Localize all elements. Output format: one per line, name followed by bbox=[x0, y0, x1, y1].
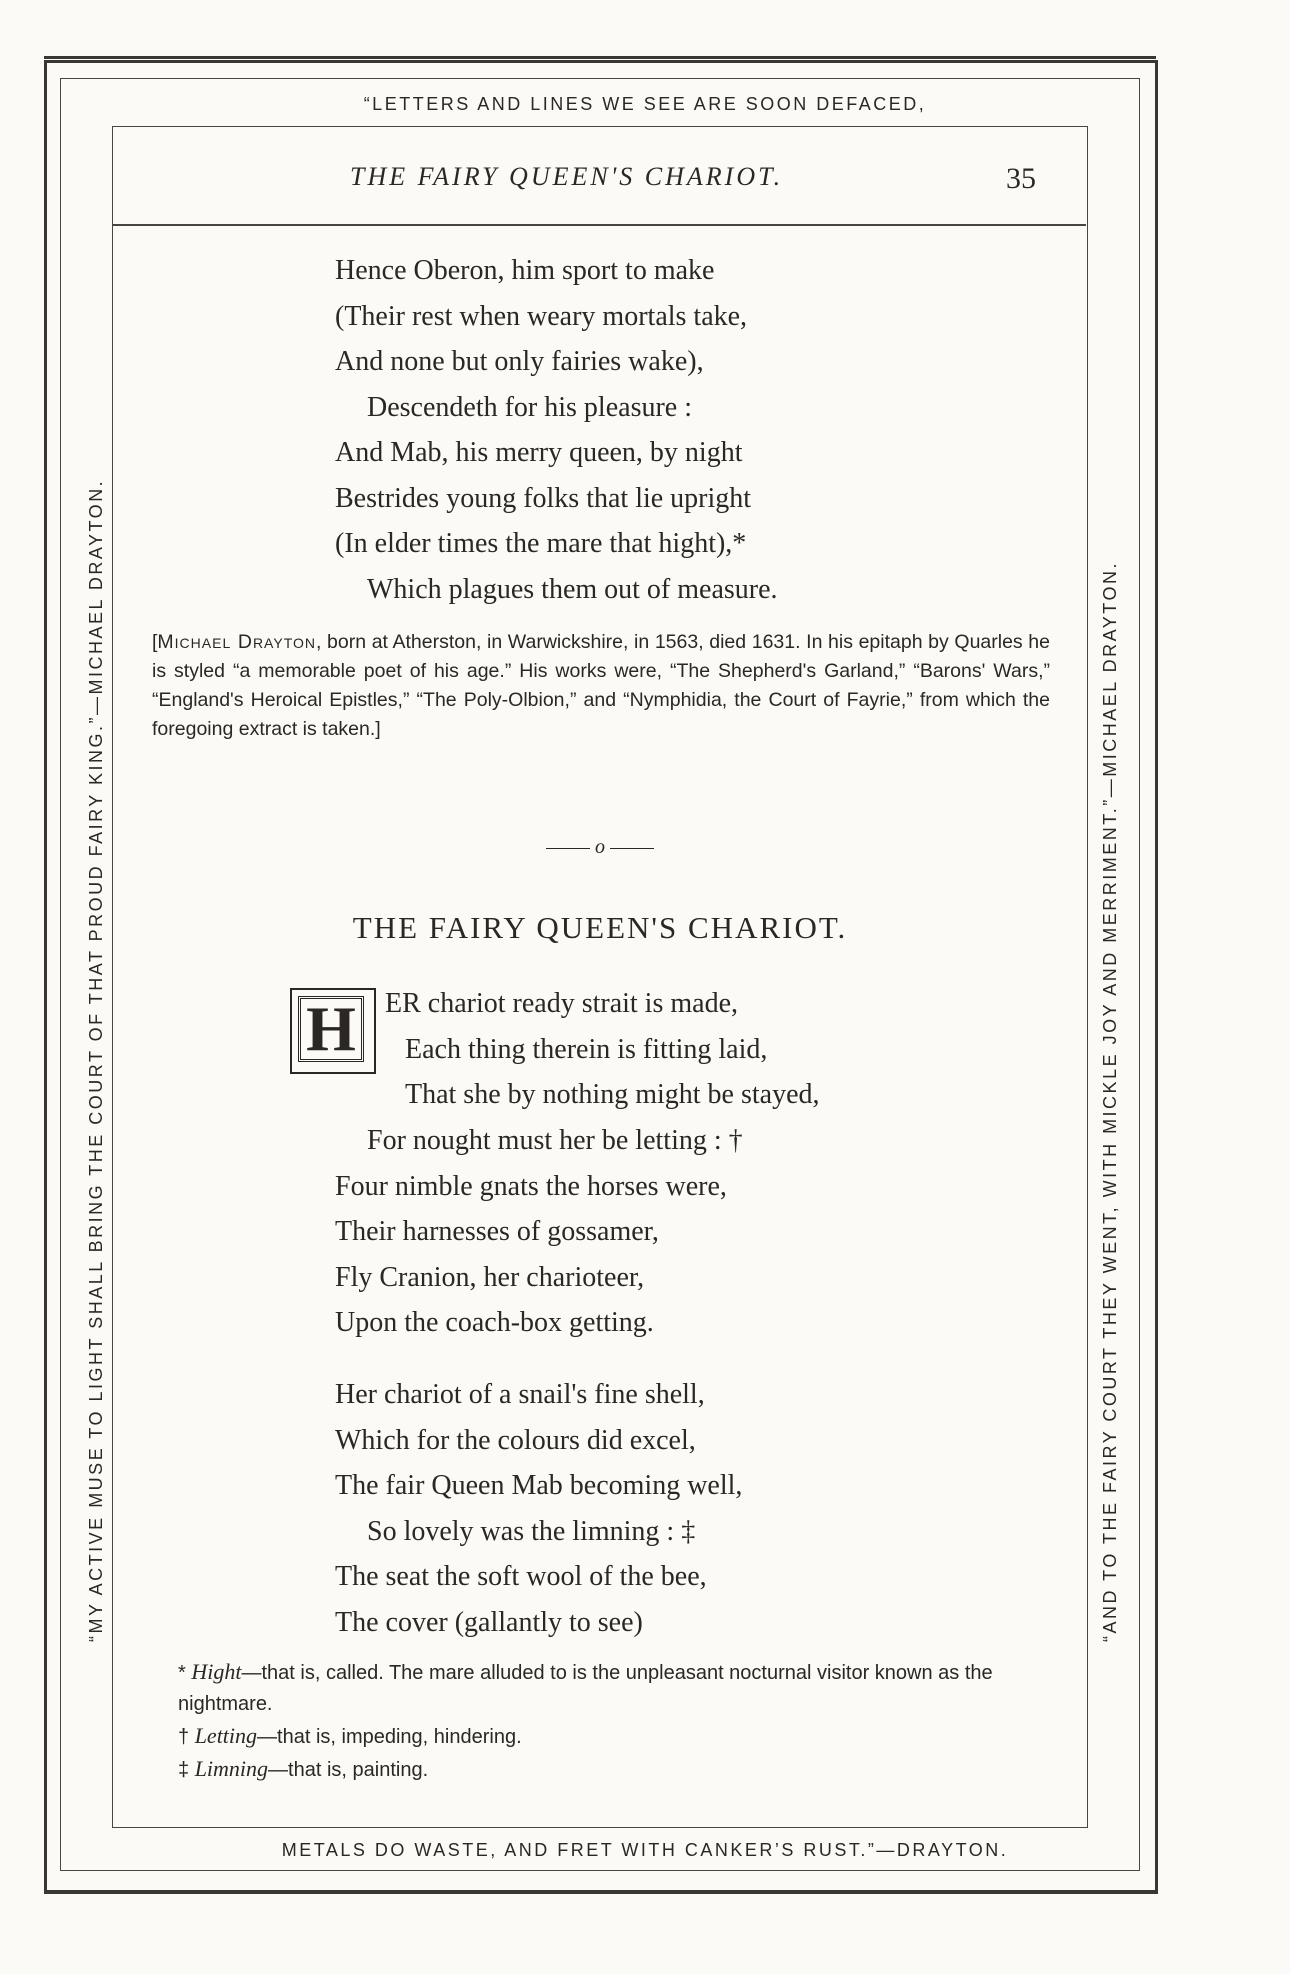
verse-line: ER chariot ready strait is made, bbox=[385, 988, 738, 1019]
footnote-text: —that is, impeding, hindering. bbox=[257, 1726, 522, 1748]
verse-line: Descendeth for his pleasure : bbox=[367, 391, 692, 423]
bio-bracket: [ bbox=[152, 631, 158, 653]
decorated-initial bbox=[290, 988, 376, 1074]
stanza-snail-shell bbox=[335, 1372, 742, 1645]
verse-line: The fair Queen Mab becoming well, bbox=[335, 1470, 743, 1501]
footnote bbox=[152, 1656, 1056, 1720]
outer-frame-top-rule bbox=[44, 56, 1156, 59]
top-border-quote: “LETTERS AND LINES WE SEE ARE SOON DEFACED, bbox=[363, 94, 927, 114]
verse-line: Upon the coach-box getting. bbox=[335, 1307, 654, 1338]
verse-line: Which for the colours did excel, bbox=[335, 1424, 696, 1456]
separator-rule-left bbox=[546, 848, 590, 849]
verse-line: (In elder times the mare that hight),* bbox=[335, 528, 747, 559]
verse-line: Four nimble gnats the horses were, bbox=[335, 1170, 727, 1202]
footnote-mark: * bbox=[178, 1662, 186, 1684]
poem-title: THE FAIRY QUEEN'S CHARIOT. bbox=[352, 910, 848, 945]
footnote-mark: ‡ bbox=[178, 1759, 190, 1781]
footnote-term: Limning bbox=[194, 1756, 269, 1781]
verse-line: Fly Cranion, her charioteer, bbox=[335, 1261, 645, 1293]
footnote bbox=[152, 1720, 1056, 1753]
verse-line: And none but only fairies wake), bbox=[335, 346, 704, 377]
verse-line: Each thing therein is fitting laid, bbox=[405, 1033, 768, 1065]
footnote-mark: † bbox=[178, 1726, 190, 1748]
footnotes bbox=[152, 1656, 1056, 1786]
verse-line: And Mab, his merry queen, by night bbox=[335, 437, 743, 468]
right-border-quote: “AND TO THE FAIRY COURT THEY WENT, WITH MICKLE JOY AND MERRIMENT.”—MICHAEL DRAYTON. bbox=[1100, 561, 1120, 1642]
verse-line: The cover (gallantly to see) bbox=[335, 1606, 643, 1638]
footnote-text: —that is, called. The mare alluded to is the unpleasant nocturnal visitor known as the nightmare. bbox=[178, 1662, 993, 1715]
verse-line: Their harnesses of gossamer, bbox=[335, 1216, 659, 1247]
running-title: THE FAIRY QUEEN'S CHARIOT. bbox=[350, 162, 784, 191]
left-border-quote: “MY ACTIVE MUSE TO LIGHT SHALL BRING THE COURT OF THAT PROUD FAIRY KING.”—MICHAEL DRAYTON. bbox=[86, 478, 106, 1642]
separator-rule-right bbox=[610, 848, 654, 849]
verse-line: That she by nothing might be stayed, bbox=[405, 1079, 820, 1110]
verse-line: Bestrides young folks that lie upright bbox=[335, 482, 752, 514]
verse-line: For nought must her be letting : † bbox=[367, 1125, 743, 1156]
stanza-oberon bbox=[335, 248, 778, 612]
initial-letter: H bbox=[306, 993, 356, 1064]
verse-line: Which plagues them out of measure. bbox=[367, 573, 778, 605]
footnote bbox=[152, 1753, 1056, 1786]
outer-frame-bottom-rule bbox=[44, 1890, 1156, 1893]
section-separator bbox=[530, 836, 670, 859]
stanza-chariot-head bbox=[385, 981, 820, 1118]
stanza-chariot-tail bbox=[335, 1118, 743, 1346]
footnote-term: Hight bbox=[191, 1659, 242, 1684]
bio-text: , born at Atherston, in Warwickshire, in 1563, died 1631. In his epitaph by Quarles he is styled “a memorable poet of his age.” His works were, “The Shepherd's Garland,” “Barons' Wars,” “England's Heroical Epistles,” “The Poly-Olbion,” and “Nymphidia, the Court of Fayrie,” from which the foregoing extract is taken.] bbox=[152, 631, 1050, 740]
verse-line: Her chariot of a snail's fine shell, bbox=[335, 1379, 705, 1410]
separator-ornament: o bbox=[595, 836, 605, 858]
header-rule bbox=[112, 224, 1086, 226]
bottom-border-quote: METALS DO WASTE, AND FRET WITH CANKER’S RUST.”—DRAYTON. bbox=[281, 1840, 1009, 1860]
page-number: 35 bbox=[1006, 162, 1036, 195]
verse-line: The seat the soft wool of the bee, bbox=[335, 1561, 707, 1592]
footnote-term: Letting bbox=[194, 1723, 258, 1748]
author-name: Michael Drayton bbox=[157, 631, 316, 653]
verse-line: Hence Oberon, him sport to make bbox=[335, 255, 715, 286]
biographical-note bbox=[152, 628, 1050, 744]
verse-line: So lovely was the limning : ‡ bbox=[367, 1515, 696, 1547]
footnote-text: —that is, painting. bbox=[268, 1759, 429, 1781]
verse-line: (Their rest when weary mortals take, bbox=[335, 300, 748, 332]
